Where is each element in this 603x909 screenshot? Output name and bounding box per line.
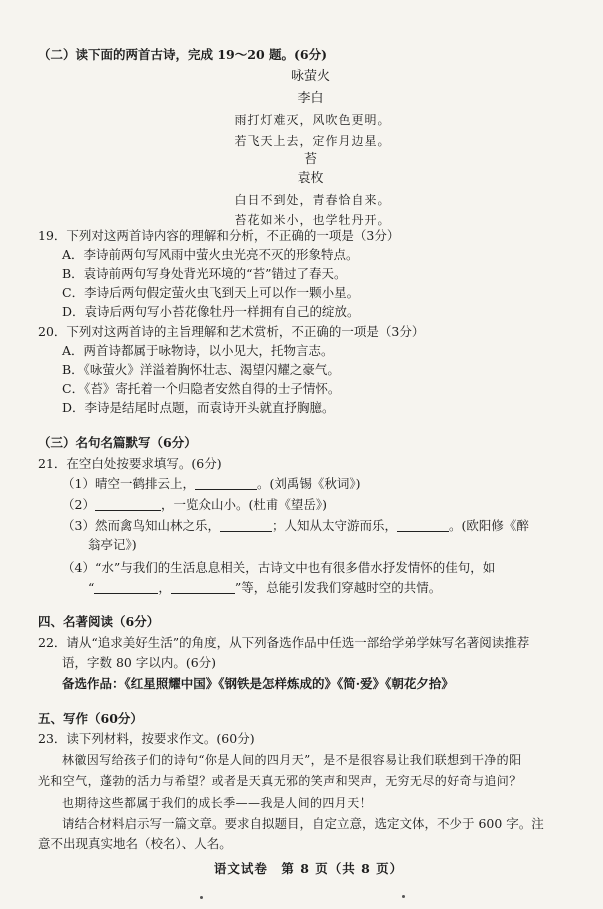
answer-blank[interactable] — [171, 581, 235, 594]
q21-item-3-continued: 翁亭记》) — [88, 537, 137, 552]
scan-speck — [200, 896, 203, 899]
poem2-title: 苔 — [303, 152, 317, 167]
q21-item-3: （3）然而禽鸟知山林之乐， ；人知从太守游而乐， 。(欧阳修《醉 — [62, 518, 529, 533]
q23-material-line-2: 光和空气，蓬勃的活力与希望？或者是天真无邪的笑声和哭声，无穷无尽的好奇与追问？ — [38, 774, 522, 788]
q21-item-2: （2） ，一览众山小。(杜甫《望岳》) — [62, 497, 327, 512]
poem2-line-2: 苔花如米小，也学牡丹开。 — [234, 213, 391, 227]
q21-item-1: （1）晴空一鹤排云上， 。(刘禹锡《秋词》) — [62, 476, 361, 491]
q22-line-2: 语，字数 80 字以内。(6分) — [62, 655, 217, 670]
poem1-title: 咏萤火 — [290, 69, 330, 84]
poem1-author: 李白 — [297, 91, 324, 106]
q23-material-line-3: 也期待这些都属于我们的成长季——我是人间的四月天！ — [62, 796, 373, 810]
q21-item-4-line-2: “ ， ”等，总能引发我们穿越时空的共情。 — [88, 580, 442, 595]
q20-stem: 20．下列对这两首诗的主旨理解和艺术赏析，不正确的一项是（3分） — [38, 324, 425, 339]
answer-blank[interactable] — [94, 581, 158, 594]
q19-option-a: A．李诗前两句写风雨中萤火虫光亮不灭的形象特点。 — [62, 247, 359, 262]
poem1-line-1: 雨打灯难灭，风吹色更明。 — [234, 113, 391, 127]
section5-heading: 五、写作（60分） — [38, 711, 143, 726]
section4-heading: 四、名著阅读（6分） — [38, 614, 160, 629]
q22-line-1: 22．请从“追求美好生活”的角度，从下列备选作品中任选一部给学弟学妹写名著阅读推荐 — [38, 635, 530, 650]
q20-option-b: B．《咏萤火》洋溢着胸怀壮志、渴望闪耀之豪气。 — [62, 362, 340, 377]
poem2-line-1: 白日不到处，青春恰自来。 — [234, 193, 391, 207]
q19-stem: 19．下列对这两首诗内容的理解和分析，不正确的一项是（3分） — [38, 228, 400, 243]
scan-speck — [402, 895, 405, 898]
section3-heading: （三）名句名篇默写（6分） — [38, 435, 197, 450]
poem2-author: 袁枚 — [297, 171, 324, 186]
q22-works: 备选作品：《红星照耀中国》《钢铁是怎样炼成的》《简·爱》《朝花夕拾》 — [62, 676, 454, 691]
q21-stem: 21．在空白处按要求填写。(6分) — [38, 456, 222, 471]
q20-option-d: D．李诗是结尾时点题，而袁诗开头就直抒胸臆。 — [62, 400, 335, 415]
answer-blank[interactable] — [95, 498, 161, 511]
q21-item-4-line-1: （4）“水”与我们的生活息息相关，古诗文中也有很多借水抒发情怀的佳句，如 — [62, 560, 496, 575]
section2-heading: （二）读下面的两首古诗，完成 19～20 题。(6分) — [38, 47, 328, 62]
answer-blank[interactable] — [397, 519, 449, 532]
answer-blank[interactable] — [220, 519, 272, 532]
answer-blank[interactable] — [195, 477, 257, 490]
page-footer: 语文试卷 第 8 页（共 8 页） — [213, 861, 404, 876]
q20-option-a: A．两首诗都属于咏物诗，以小见大，托物言志。 — [62, 343, 334, 358]
q19-option-c: C．李诗后两句假定萤火虫飞到天上可以作一颗小星。 — [62, 285, 360, 300]
q23-material-line-1: 林徽因写给孩子们的诗句“你是人间的四月天”，是不是很容易让我们联想到干净的阳 — [62, 753, 522, 767]
q23-requirement-line-1: 请结合材料启示写一篇文章。要求自拟题目，自定立意，选定文体，不少于 600 字。注 — [62, 816, 544, 831]
q19-option-d: D．袁诗后两句写小苔花像牡丹一样拥有自己的绽放。 — [62, 304, 360, 319]
q19-option-b: B．袁诗前两句写身处背光环境的“苔”错过了春天。 — [62, 266, 347, 281]
q23-stem: 23．读下列材料，按要求作文。(60分) — [38, 731, 255, 746]
q23-requirement-line-2: 意不出现真实地名（校名）、人名。 — [38, 836, 232, 851]
q20-option-c: C．《苔》寄托着一个归隐者安然自得的士子情怀。 — [62, 381, 341, 396]
poem1-line-2: 若飞天上去，定作月边星。 — [234, 134, 391, 148]
